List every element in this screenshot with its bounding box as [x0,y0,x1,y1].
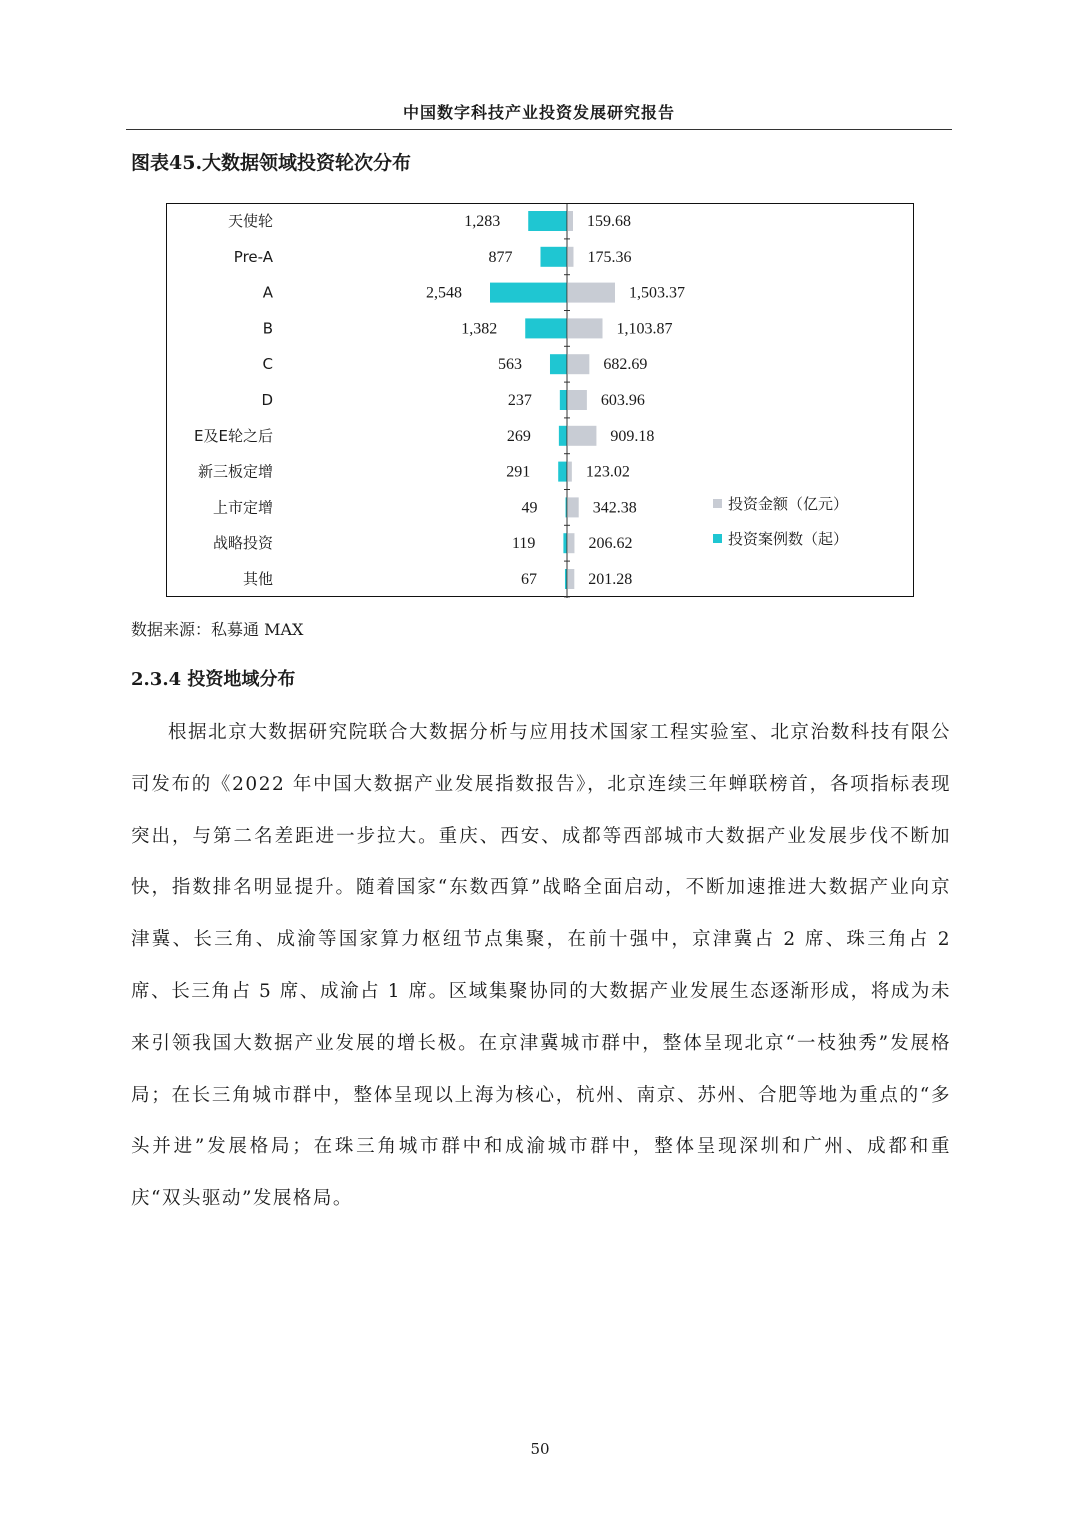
case-count-label: 1,382 [461,320,498,338]
header-divider [126,129,952,130]
round-distribution-chart [167,204,915,598]
amount-label: 603.96 [600,392,645,409]
case-count-label: 877 [488,248,513,266]
case-count-label: 49 [521,499,538,517]
case-count-label: 291 [506,463,531,481]
amount-bar [568,569,574,589]
case-count-bar [558,462,567,482]
category-label: C [262,355,273,374]
category-label: 其他 [242,570,273,588]
figure-title: 图表45.大数据领域投资轮次分布 [131,152,412,174]
chart-frame [166,203,914,597]
amount-label: 159.68 [586,213,631,230]
case-count-label: 2,548 [426,284,462,302]
category-label: 战略投资 [212,534,273,553]
amount-label: 682.69 [603,356,648,374]
amount-bar [568,318,603,338]
category-label: B [262,319,273,338]
legend-label: 投资案例数（起） [728,530,849,548]
case-count-bar [528,211,567,231]
category-label: 上市定增 [212,498,273,517]
legend-swatch [713,534,722,543]
category-label: D [261,391,273,409]
page-number: 50 [530,1440,550,1458]
figure-source: 数据来源：私募通 MAX [131,620,304,639]
case-count-bar [550,354,567,374]
case-count-bar [559,426,567,446]
amount-label: 909.18 [610,427,655,445]
amount-label: 201.28 [588,571,633,588]
amount-bar [568,247,573,267]
category-label: A [262,283,273,302]
case-count-label: 119 [511,535,536,553]
legend-label: 投资金额（亿元） [728,495,849,513]
case-count-label: 1,283 [464,213,501,230]
amount-bar [568,354,589,374]
category-label: E及E轮之后 [194,426,273,445]
amount-bar [568,533,574,553]
category-label: 天使轮 [227,212,273,230]
case-count-bar [525,318,567,338]
amount-label: 342.38 [592,499,637,517]
amount-label: 123.02 [585,463,630,481]
case-count-label: 563 [497,356,522,374]
category-label: 新三板定增 [197,462,273,481]
amount-label: 175.36 [587,248,632,266]
case-count-bar [563,533,567,553]
amount-bar [568,283,615,303]
legend-swatch [713,499,722,508]
case-count-label: 67 [520,571,537,588]
case-count-label: 269 [506,427,531,445]
amount-label: 1,503.37 [629,284,685,302]
case-count-bar [560,390,567,410]
case-count-bar [540,247,567,267]
body-paragraph: 根据北京大数据研究院联合大数据分析与应用技术国家工程实验室、北京治数科技有限公司发布的《2022 年中国大数据产业发展指数报告》，北京连续三年蝉联榜首，各项指标表现突出，与第二名差距进一步拉大。重庆、西安、成都等西部城市大数据产业发展步伐不断加快，指数排名明显提升。随着国家“东数西算”战略全面启动，不断加速推进大数据产业向京津冀、长三角、成渝等国家算力枢纽节点集聚，在前十强中，京津冀占 2 席、珠三角占 2 席、长三角占 5 席、成渝占 1 席。区域集聚协同的大数据产业发展生态逐渐形成，将成为未来引领我国大数据产业发展的增长极。在京津冀城市群中，整体呈现北京“一枝独秀”发展格局；在长三角城市群中，整体呈现以上海为核心，杭州、南京、苏州、合肥等地为重点的“多头并进”发展格局；在珠三角城市群中和成渝城市群中，整体呈现深圳和广州、成都和重庆“双头驱动”发展格局。 [131,722,951,1210]
category-label: Pre-A [233,247,273,266]
amount-bar [568,211,573,231]
amount-bar [568,497,579,517]
amount-bar [568,462,572,482]
case-count-label: 237 [507,392,532,409]
section-heading: 2.3.4 投资地域分布 [131,669,296,690]
amount-bar [568,426,596,446]
amount-bar [568,390,587,410]
amount-label: 206.62 [588,535,633,553]
case-count-bar [490,283,567,303]
page-header: 中国数字科技产业投资发展研究报告 [402,103,675,122]
amount-label: 1,103.87 [616,320,673,338]
